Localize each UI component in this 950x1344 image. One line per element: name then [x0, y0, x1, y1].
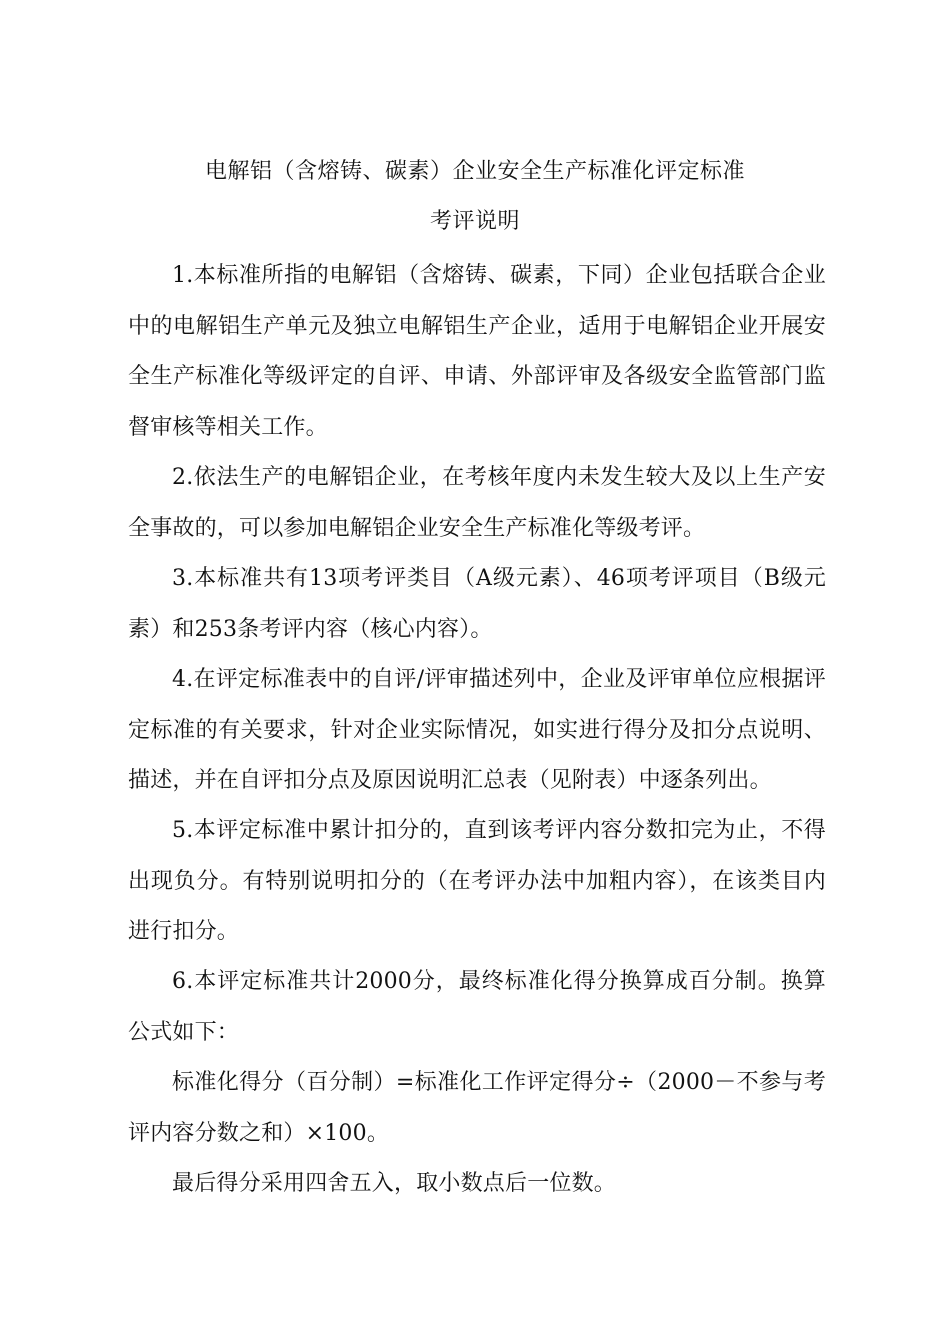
paragraph-description: 4.在评定标准表中的自评/评审描述列中，企业及评审单位应根据评定标准的有关要求，针对企业实际情况，如实进行得分及扣分点说明、描述，并在自评扣分点及原因说明汇总表（见附表）中逐条列出。	[128, 667, 826, 793]
paragraph-rounding: 最后得分采用四舍五入，取小数点后一位数。	[172, 1171, 617, 1196]
paragraph-total-score: 6.本评定标准共计2000分，最终标准化得分换算成百分制。换算公式如下：	[128, 969, 826, 1045]
document-title: 电解铝（含熔铸、碳素）企业安全生产标准化评定标准	[204, 159, 745, 184]
paragraph-scope: 1.本标准所指的电解铝（含熔铸、碳素，下同）企业包括联合企业中的电解铝生产单元及独立电解铝生产企业，适用于电解铝企业开展安全生产标准化等级评定的自评、申请、外部评审及各级安全监管部门监督审核等相关工作。	[128, 263, 826, 440]
paragraph-structure: 3.本标准共有13项考评类目（A级元素）、46项考评项目（B级元素）和253条考评内容（核心内容）。	[128, 566, 826, 642]
paragraph-formula: 标准化得分（百分制）=标准化工作评定得分÷（2000－不参与考评内容分数之和）×100。	[128, 1070, 826, 1146]
section-heading: 考评说明	[429, 209, 520, 234]
paragraph-eligibility: 2.依法生产的电解铝企业，在考核年度内未发生较大及以上生产安全事故的，可以参加电解铝企业安全生产标准化等级考评。	[128, 465, 826, 541]
paragraph-deduction: 5.本评定标准中累计扣分的，直到该考评内容分数扣完为止，不得出现负分。有特别说明扣分的（在考评办法中加粗内容），在该类目内进行扣分。	[128, 818, 826, 944]
